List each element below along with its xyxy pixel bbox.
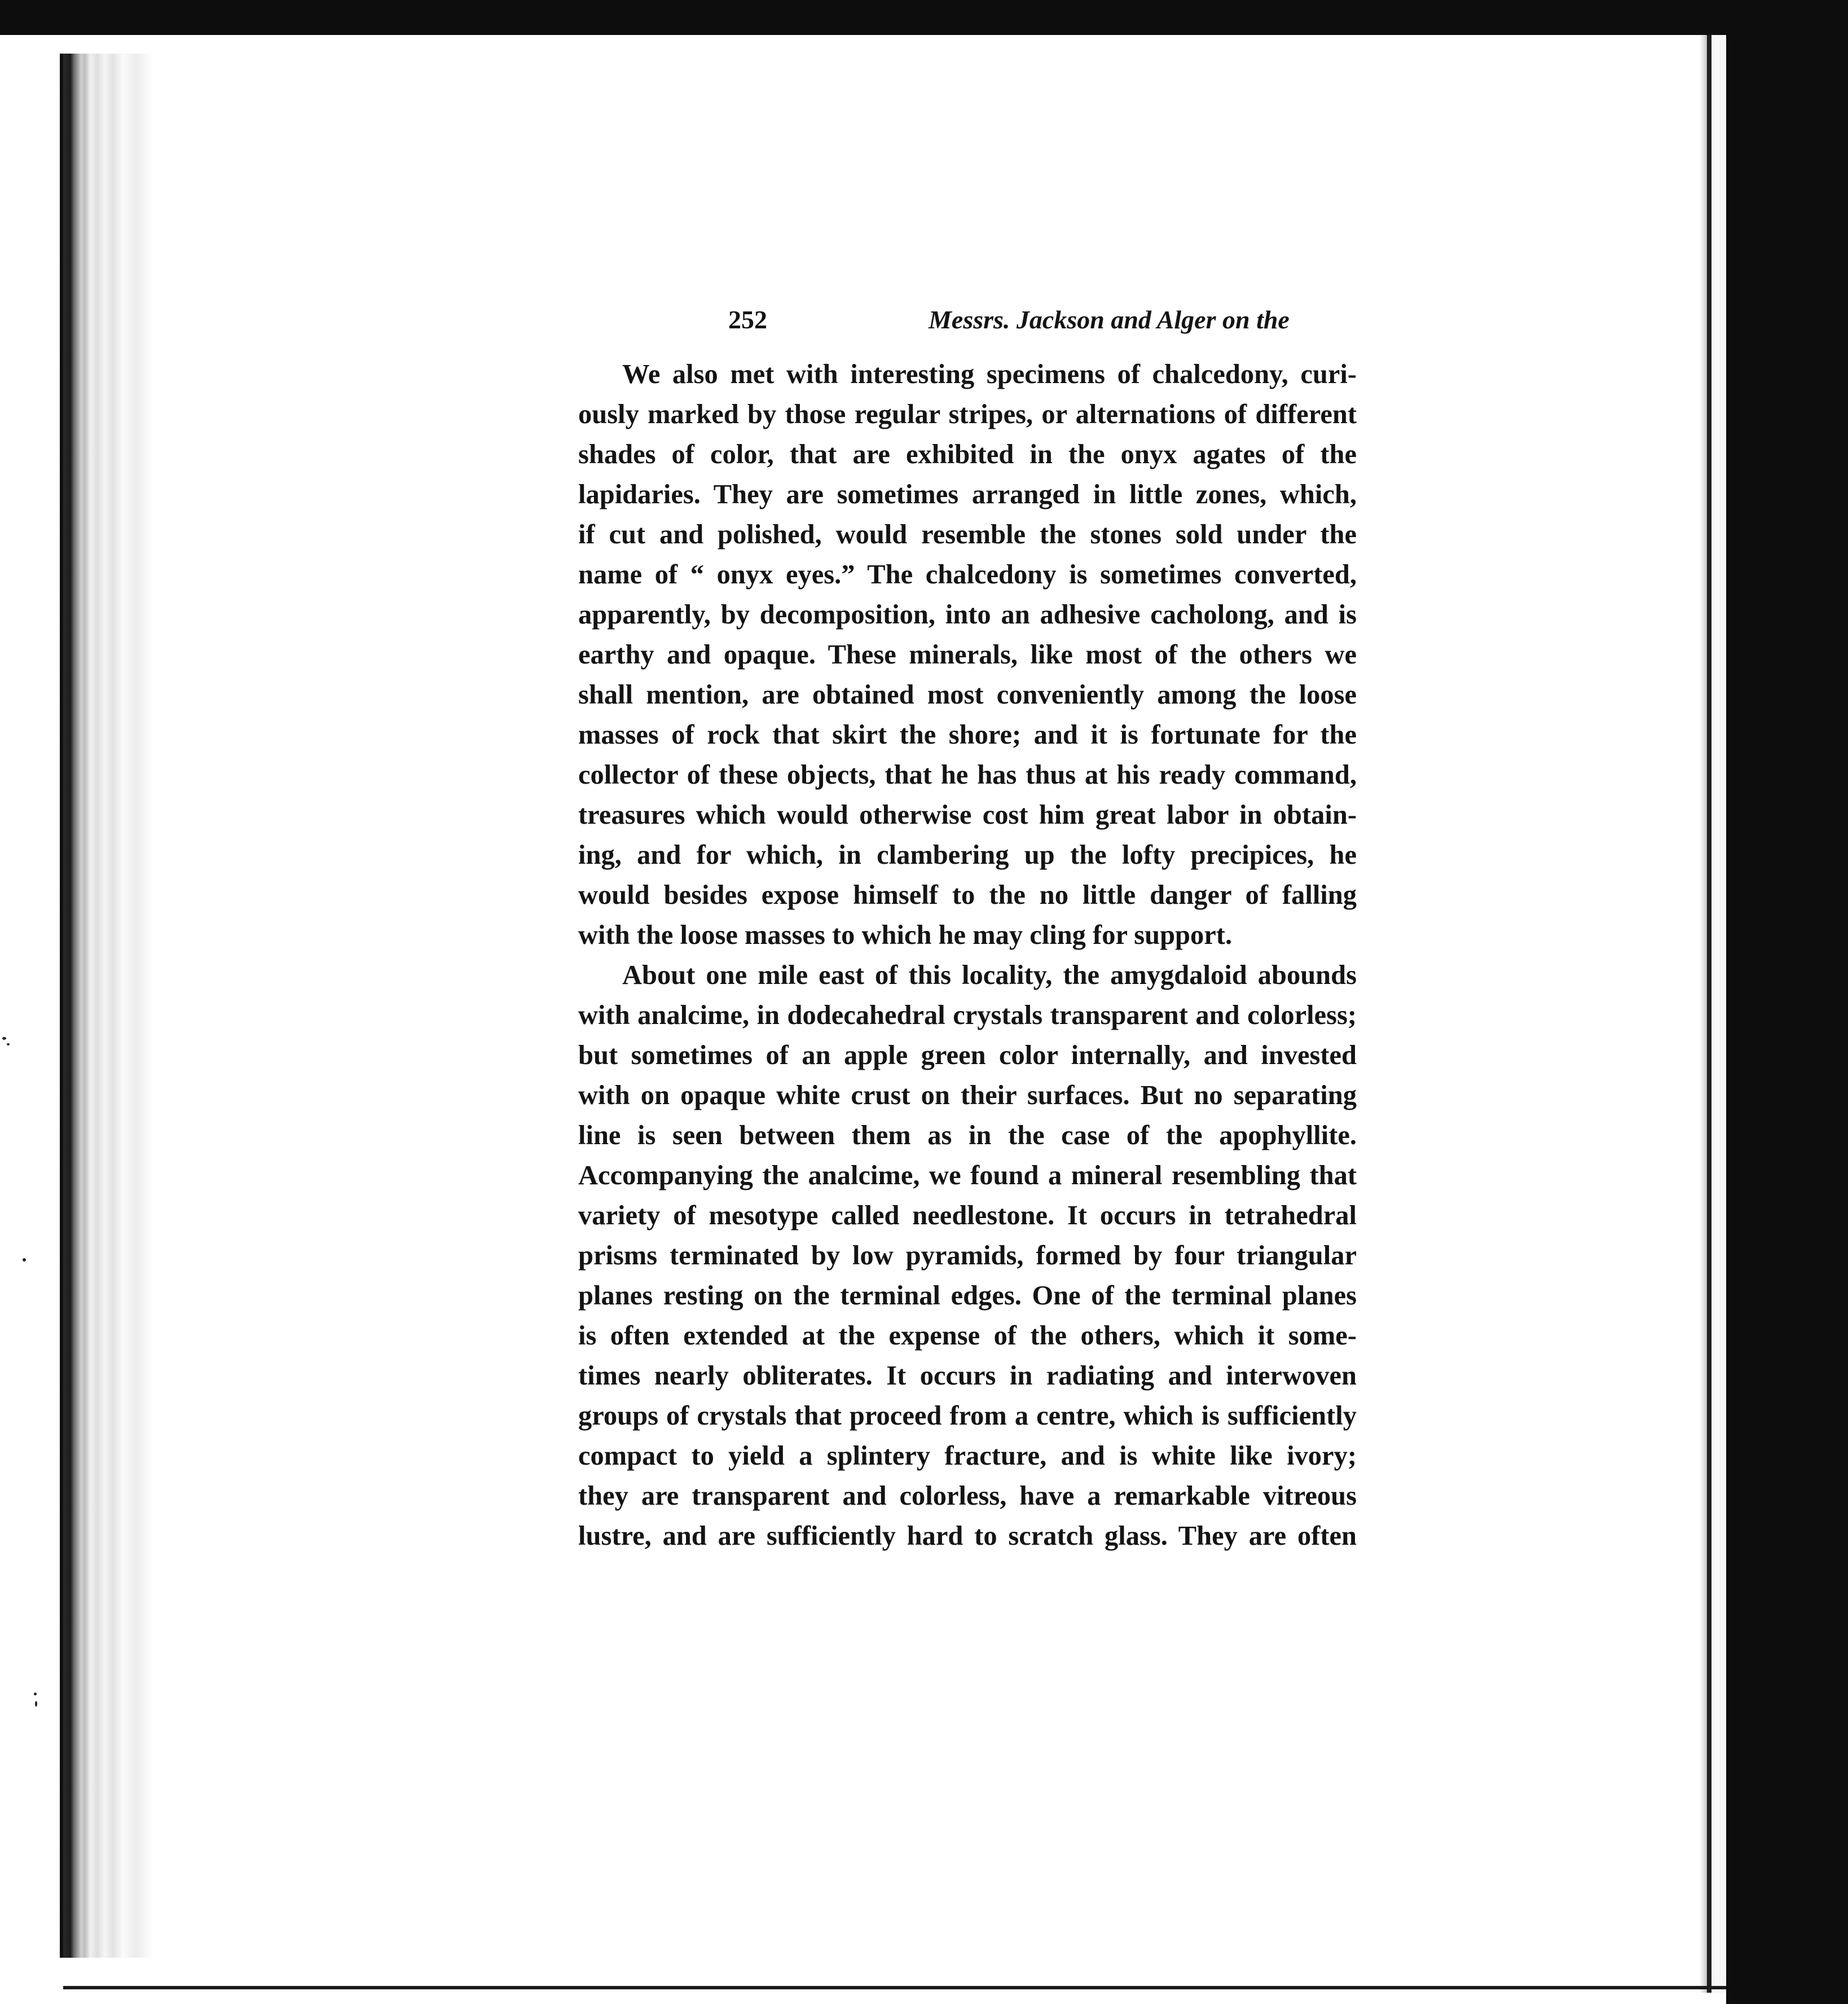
paragraph-1 <box>578 354 1357 955</box>
page-number: 252 <box>728 305 767 334</box>
text-line: About one mile east of this locality, the amygdaloid abounds <box>622 960 1357 990</box>
text-line: ously marked by those regular stripes, or alternations of different <box>578 399 1357 429</box>
text-line: collector of these objects, that he has thus at his ready command, <box>578 760 1357 790</box>
body-text <box>578 354 1357 1556</box>
text-line: ing, and for which, in clambering up the lofty precipices, he <box>578 840 1357 870</box>
text-line: prisms terminated by low pyramids, formed by four triangular <box>578 1241 1357 1271</box>
text-line: shall mention, are obtained most conveniently among the loose <box>578 680 1357 710</box>
text-line: would besides expose himself to the no little danger of falling <box>578 880 1357 910</box>
text-line: lapidaries. They are sometimes arranged in little zones, which, <box>578 480 1357 509</box>
book-gutter-line <box>1707 35 1711 1993</box>
book-bottom-edge-line <box>63 1986 1726 1989</box>
text-line: planes resting on the terminal edges. One of the terminal planes <box>578 1281 1357 1311</box>
text-line: name of “ onyx eyes.” The chalcedony is sometimes converted, <box>578 560 1357 590</box>
running-head: Messrs. Jackson and Alger on the <box>929 305 1290 334</box>
scanner-right-border <box>1726 0 1848 2004</box>
text-line: but sometimes of an apple green color internally, and invested <box>578 1040 1357 1070</box>
text-line: if cut and polished, would resemble the stones sold under the <box>578 520 1357 550</box>
text-line: they are transparent and colorless, have a remarkable vitreous <box>578 1481 1357 1511</box>
paragraph-2 <box>578 955 1357 1556</box>
text-line: Accompanying the analcime, we found a mineral resembling that <box>578 1161 1357 1190</box>
text-line: We also met with interesting specimens of chalcedony, curi- <box>622 359 1357 389</box>
text-line: earthy and opaque. These minerals, like most of the others we <box>578 640 1357 670</box>
text-line: with the loose masses to which he may cling for support. <box>578 920 1233 950</box>
facing-page-sliver <box>1711 35 1726 1993</box>
text-line: line is seen between them as in the case of the apophyllite. <box>578 1120 1357 1150</box>
book-page-stack-edge <box>63 54 153 1958</box>
text-line: times nearly obliterates. It occurs in radiating and interwoven <box>578 1361 1357 1391</box>
text-line: shades of color, that are exhibited in the onyx agates of the <box>578 440 1357 469</box>
text-line: masses of rock that skirt the shore; and it is fortunate for the <box>578 720 1357 750</box>
page-header <box>728 295 1529 345</box>
text-line: with analcime, in dodecahedral crystals transparent and colorless; <box>578 1000 1357 1030</box>
scanner-top-border <box>0 0 1848 35</box>
text-line: compact to yield a splintery fracture, and is white like ivory; <box>578 1441 1357 1471</box>
text-line: lustre, and are sufficiently hard to scratch glass. They are often <box>578 1521 1357 1551</box>
text-line: groups of crystals that proceed from a centre, which is sufficiently <box>578 1401 1357 1431</box>
text-line: treasures which would otherwise cost him great labor in obtain- <box>578 800 1357 830</box>
text-line: is often extended at the expense of the others, which it some- <box>578 1321 1357 1351</box>
text-line: apparently, by decomposition, into an adhesive cacholong, and is <box>578 600 1357 630</box>
text-line: with on opaque white crust on their surfaces. But no separating <box>578 1080 1357 1110</box>
text-line: variety of mesotype called needlestone. It occurs in tetrahedral <box>578 1201 1357 1230</box>
